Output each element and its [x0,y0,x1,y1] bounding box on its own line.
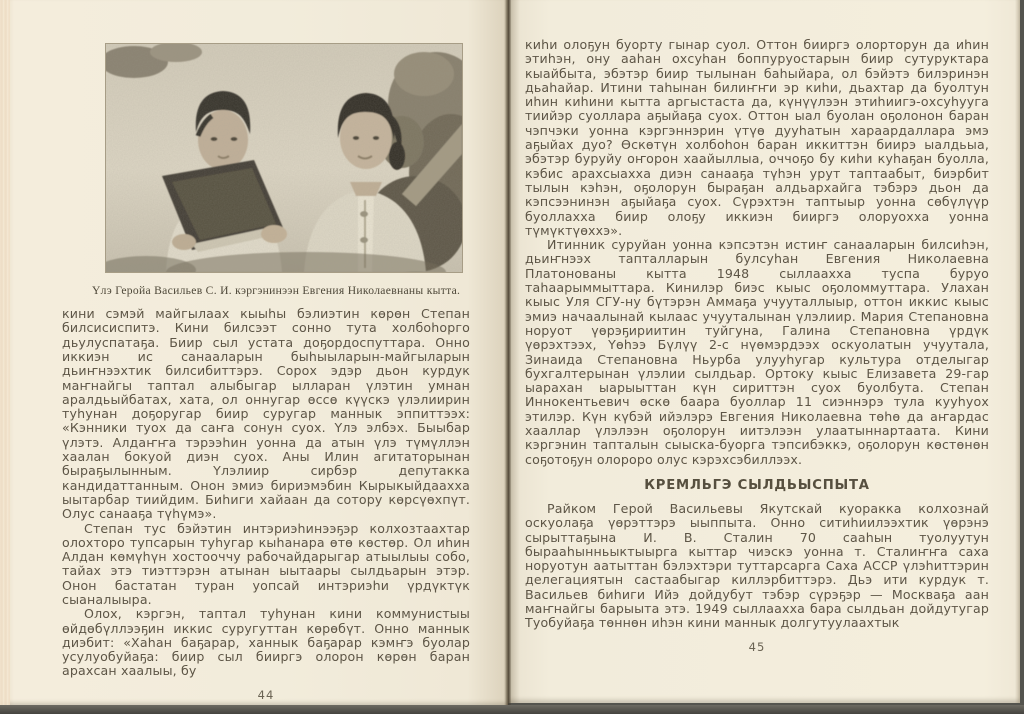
book-spine [505,0,511,706]
page-number-left: 44 [257,687,275,702]
page-right [508,0,1020,703]
section-heading: КРЕМЛЬГЭ СЫЛДЬЫСПЫТА [644,477,870,493]
photo-caption: Үлэ Геройа Васильев С. И. кэргэнинээн Евгения Николаевнаны кытта. [92,284,461,297]
paragraph: Итинник суруйан уонна кэпсэтэн истиҥ санааларын билсиһэн, дьиҥнээх тапталларын булсуһан Евгения Николаевна Платонованы кытта 1948 сыллаахха туспа буруо таһаарыммыттара. Кинилэр биэс кыыс оҕоломмуттара. Улахан кыыс Уля СГУ-ну бүтэрэн Аммаҕа учууталлыыр, оттон иккис кыыс эмиэ начаалынай кылаас учууталынан үлэлиир. Мария Степановна норуот үөрэҕириитин туйгуна, Галина Степановна үрдүк үөрэхтээх, Үөһээ Бүлүү 2-с нүөмэрдээх оскуолатын учуутала, Зинаида Степановна Ньурба улууһугар культура отделыгар бухгалтерынан үлэлии сылдьар. Ортоку кыыс Елизавета 29-гар ыарахан ыарыыттан күн сириттэн суох буолбута. Степан Иннокентьевич өскө баара буоллар 11 сиэннэрэ тула кууһуох этилэр. Күн күбэй ийэлэрэ Евгения Николаевна төһө да аҥардас хааллар үлэлээн оҕолорун иитэлээн улаатыннартаата. Кини кэргэнин тапталын сыыска-буорга тэпсибэккэ, оҕолорун көстөнөн соҕотоҕун олороро олус кэрэхсэбиллээх. [525,237,989,467]
paragraph: Степан тус бэйэтин интэриэһинээҕэр колхозтаахтар олохторо тупсарын туһугар кыһанара өтө көстөр. Ол иһин Алдан көмүһүн хостооччу рабочайдарыгар атыылыы собо, тайах этэ тиэттэрэн атынан ыытаары сылдьарын этэр. Онон бастатан туран уопсай интэриэһи үрдүктүк сыаналыыра. [62,520,470,607]
paragraph: киһи олоҕун буорту гынар суол. Оттон бииргэ олорторун да иһин этиһэн, ону ааһан охсуһан боппуруостарын биир сутуруктара кыайбыта, эбэтэр биир тылынан баһыйара, ол бэйэтэ билэринэн дьаһайар. Итини таһынан билиҥҥи эр киһи, дьахтар да буолтун иһин киһини кытта аргыстаста да, күнүүлээн этиһиигэ-охсуһууга тиийэр суоллара аҕыйаҕа суох. Оттон ыал буолан оҕолонон баран чэпчэки уонна кэргэннэрин үтүө дууһатын хараардаллара эмэ аҕыйах дуо? Өскөтүн холбоһон баран иккиттэн биирэ ыалдьыа, эбэтэр буруйу оҥорон хаайыллыа, оччоҕо бу киһи куһаҕан буолла, кэбис арахсыахха диэн санааҕа түһэн урут таптаабыт, биэрбит тылын кэһэн, оҕолорун быраҕан алдьархайга тэбэрэ дьон да кэпсээнинэн аҕыйаҕа суох. Сүрэхтэн таптыыр уонна сөбүлүүр буоллахха биир олоҕу иккиэн бииргэ олоруохха уонна түмүктүөххэ». [525,37,989,238]
paragraph: кини сэмэй майгылаах кыыһы бэлиэтин көрөн Степан билсисиспитэ. Кини билсээт сонно тута холбоһорго дьулуспатаҕа. Биир сыл устата доҕордоспуттара. Онно иккиэн ис санааларын быһыыларын-майгыларын дьиҥнээхтик билсибиттэрэ. Сорох эдэр дьон курдук маҥнайгы таптал алыбыгар ылларан үлэтин умнан аралдьыйбатах, хата, ол оннугар өссө күүскэ үлэлиирин туһунан доҕоругар биир суругар маннык эппиттээх: «Кэнники туох да саҥа сонун суох. Үлэ элбэх. Быыбар үлэтэ. Алдаҥҥа тэрээһин уонна да атын үлэ түмүллэн хаалан бокуой диэн суох. Аны Илин агитаторынан быраҕылынным. Үлэлиир сирбэр депутакка кандидаттанным. Онон эмиэ бириэмэбин Кырыкыйдаахха ыытарбар тиийдим. Биһиги хайаан да сотору көрсүөхпүт. Олус санааҕа түһүмэ». [62,306,470,522]
scan-background-strip [0,705,1024,714]
photo-couple-reading [106,44,462,272]
paragraph: Олох, кэргэн, таптал туһунан кини коммунистыы өйдөбүллээҕин иккис суругуттан көрөбүт. Онно маннык диэбит: «Хаһан баҕарар, ханнык баҕарар кэмҥэ буолар усулуобуйаҕа: биир сыл бииргэ олорон көрөн баран арахсан хаалыы, бу [62,606,470,679]
paragraph: Райком Герой Васильевы Якутскай куоракка колхознай оскуолаҕа үөрэттэрэ ыыппыта. Онно ситиһиилээхтик үөрэнэ сырыттаҕына И. В. Сталин 70 сааһын туолуутун бырааһынньыктыырга кыттар чиэскэ уонна т. Сталиҥҥа саха норуотун аатыттан бэлэхтэри туттарсарга Саха АССР үлэһиттэрин делегациятын састаабыгар киллэрбиттэрэ. Дьэ ити курдук т. Васильев биһиги Ийэ дойдубут тэбэр сүрэҕэр — Москваҕа аан маҥнайгы барыыта этэ. 1949 сыллаахха бара сылдьан дойдутугар Туобуйаҕа төннөн иһэн кини маннык долгутуулаахтык [525,500,989,631]
page-left [0,0,508,706]
book-page-edges [0,0,10,706]
page-number-right: 45 [748,639,766,654]
left-page-body [62,307,470,679]
right-page-body [525,38,989,467]
right-page-body-lower [525,502,989,631]
